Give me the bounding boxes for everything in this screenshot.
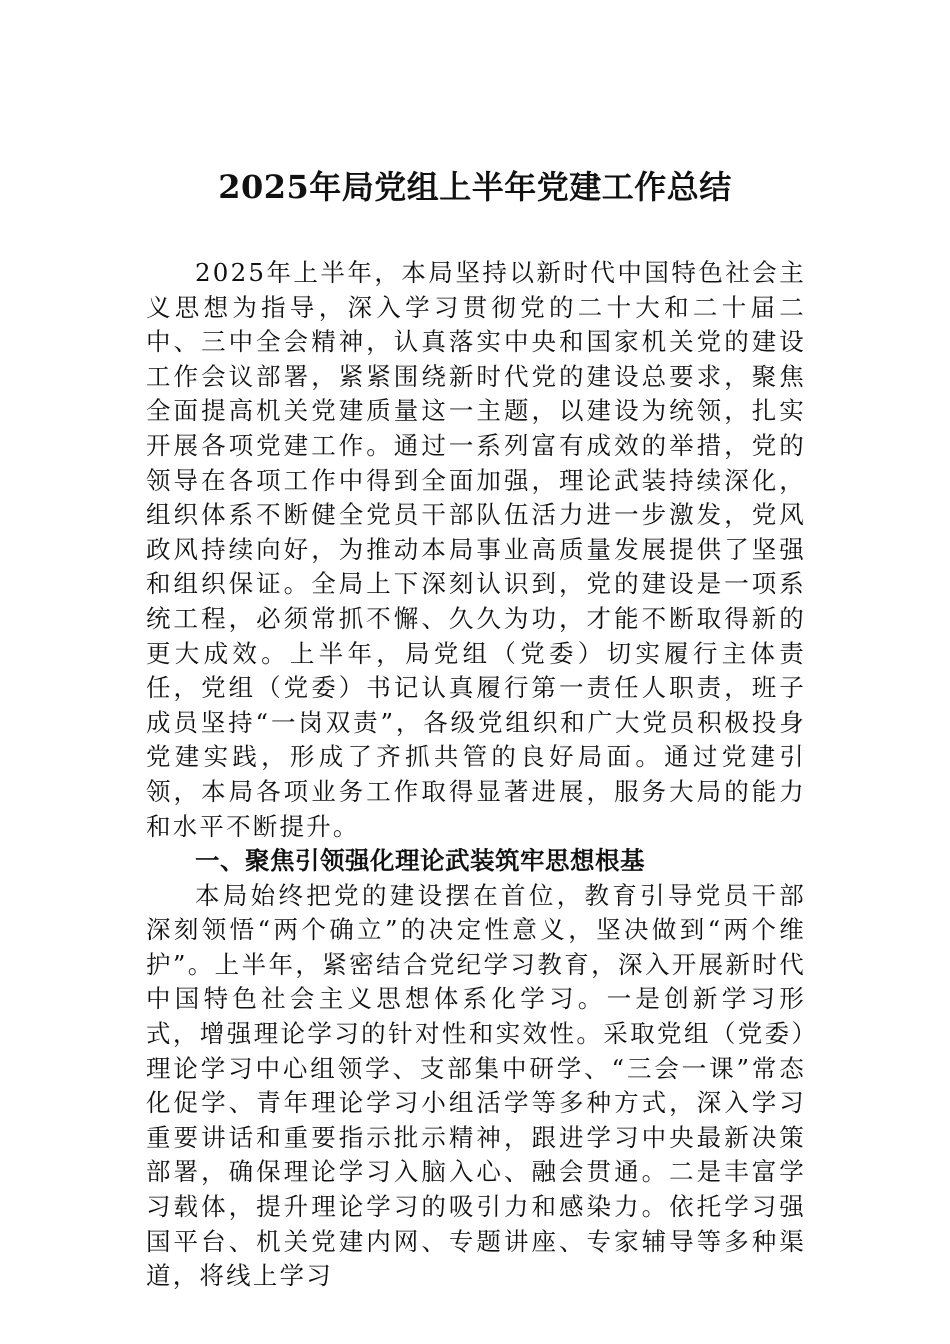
intro-paragraph: 2025年上半年，本局坚持以新时代中国特色社会主义思想为指导，深入学习贯彻党的二十大和二十届二中、三中全会精神，认真落实中央和国家机关党的建设工作会议部署，紧紧围绕新时代党的建设总要求，聚焦全面提高机关党建质量这一主题，以建设为统领，扎实开展各项党建工作。通过一系列富有成效的举措，党的领导在各项工作中得到全面加强，理论武装持续深化，组织体系不断健全党员干部队伍活力进一步激发，党风政风持续向好，为推动本局事业高质量发展提供了坚强和组织保证。全局上下深刻认识到，党的建设是一项系统工程，必须常抓不懈、久久为功，才能不断取得新的更大成效。上半年，局党组（党委）切实履行主体责任，党组（党委）书记认真履行第一责任人职责，班子成员坚持“一岗双责”，各级党组织和广大党员积极投身党建实践，形成了齐抓共管的良好局面。通过党建引领，本局各项业务工作取得显著进展，服务大局的能力和水平不断提升。 — [146, 258, 806, 841]
section-paragraph: 本局始终把党的建设摆在首位，教育引导党员干部深刻领悟“两个确立”的决定性意义，坚决做到“两个维护”。上半年，紧密结合党纪学习教育，深入开展新时代中国特色社会主义思想体系化学习。一是创新学习形式，增强理论学习的针对性和实效性。采取党组（党委）理论学习中心组领学、支部集中研学、“三会一课”常态化促学、青年理论学习小组活学等多种方式，深入学习重要讲话和重要指示批示精神，跟进学习中央最新决策部署，确保理论学习入脑入心、融会贯通。二是丰富学习载体，提升理论学习的吸引力和感染力。依托学习强国平台、机关党建内网、专题讲座、专家辅导等多种渠道，将线上学习 — [146, 880, 806, 1291]
section-heading: 一、聚焦引领强化理论武装筑牢思想根基 — [195, 846, 645, 876]
document-body — [146, 256, 806, 1294]
document-title: 2025年局党组上半年党建工作总结 — [218, 168, 732, 206]
